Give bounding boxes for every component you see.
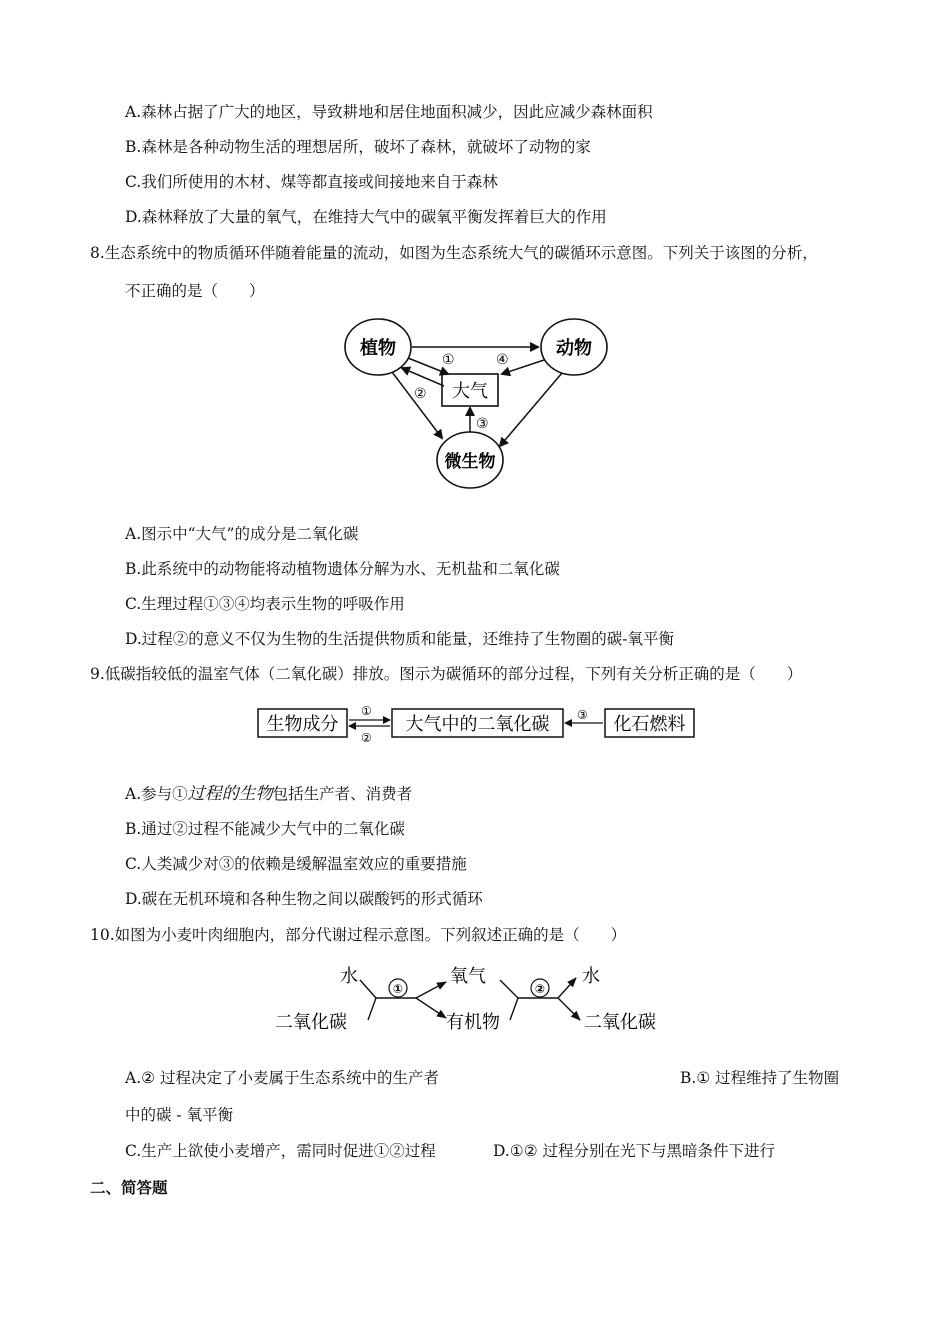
- q10-option-b-cont: 中的碳 - 氧平衡: [125, 1106, 234, 1124]
- box-fossil-fuel-label: 化石燃料: [613, 714, 686, 735]
- q10-organic: 有机物: [446, 1012, 500, 1033]
- q8-stem-cont: 不正确的是（ ）: [125, 282, 265, 300]
- q10-co2-in: 二氧化碳: [275, 1012, 347, 1033]
- q9-option-d: D.碳在无机环境和各种生物之间以碳酸钙的形式循环: [125, 890, 483, 908]
- q9-option-a-post: 包括生产者、消费者: [272, 785, 413, 803]
- q10-mid-line-bottom: [510, 998, 518, 1020]
- q9-option-a-pre: A.参与①: [125, 785, 188, 803]
- plant-node: [345, 319, 411, 375]
- q9-option-b: B.通过②过程不能减少大气中的二氧化碳: [125, 820, 405, 838]
- q7-option-c: C.我们所使用的木材、煤等都直接或间接地来自于森林: [125, 173, 498, 191]
- q8-stem: 8.生态系统中的物质循环伴随着能量的流动，如图为生态系统大气的碳循环示意图。下列关于该图的分析，: [90, 244, 818, 262]
- q10-arrow-organic: [416, 998, 446, 1018]
- q10-metabolism-diagram: [270, 958, 680, 1038]
- q8-mark-2: ②: [414, 386, 427, 402]
- q9-carbon-flow-diagram: [255, 703, 697, 743]
- animal-node: [541, 319, 607, 375]
- q10-arrow-oxygen: [416, 982, 446, 998]
- microbe-node: [437, 432, 503, 488]
- q8-option-b: B.此系统中的动物能将动植物遗体分解为水、无机盐和二氧化碳: [125, 560, 560, 578]
- q10-mid-line-top: [500, 980, 518, 998]
- box-biological-label: 生物成分: [266, 714, 339, 735]
- q10-arrow-water-out: [558, 978, 576, 998]
- q7-option-a: A.森林占据了广大的地区，导致耕地和居住地面积减少，因此应减少森林面积: [125, 103, 653, 121]
- q7-option-b: B.森林是各种动物生活的理想居所，破坏了森林，就破坏了动物的家: [125, 138, 591, 156]
- q10-water-in: 水: [340, 966, 358, 987]
- q8-mark-4: ④: [496, 352, 509, 368]
- q8-option-c: C.生理过程①③④均表示生物的呼吸作用: [125, 595, 405, 613]
- q9-option-a-italic: 过程的生物: [187, 784, 273, 804]
- q10-mark-2: ②: [534, 982, 546, 996]
- q10-option-d: D.①② 过程分别在光下与黑暗条件下进行: [493, 1142, 776, 1160]
- q10-option-a: A.② 过程决定了小麦属于生态系统中的生产者: [125, 1069, 439, 1087]
- atmosphere-node: [442, 374, 498, 406]
- q8-option-d: D.过程②的意义不仅为生物的生活提供物质和能量，还维持了生物圈的碳-氧平衡: [125, 630, 675, 648]
- q9-stem: 9.低碳指较低的温室气体（二氧化碳）排放。图示为碳循环的部分过程，下列有关分析正确的是（ ）: [90, 665, 803, 683]
- q8-option-a: A.图示中“大气”的成分是二氧化碳: [125, 525, 359, 543]
- q9-option-c: C.人类减少对③的依赖是缓解温室效应的重要措施: [125, 855, 467, 873]
- q10-water-out: 水: [582, 966, 600, 987]
- q10-option-c: C.生产上欲使小麦增产，需同时促进①②过程: [125, 1142, 436, 1160]
- q10-mark-1: ①: [392, 982, 404, 996]
- q9-mark-1: ①: [361, 704, 372, 718]
- arrow-animal-to-microbe: [500, 373, 562, 446]
- q10-co2-out: 二氧化碳: [584, 1012, 656, 1033]
- q8-mark-1: ①: [442, 352, 455, 368]
- box-atmosphere-co2-label: 大气中的二氧化碳: [405, 714, 550, 735]
- q7-option-d: D.森林释放了大量的氧气，在维持大气中的碳氧平衡发挥着巨大的作用: [125, 208, 607, 226]
- microbe-label: 微生物: [444, 452, 496, 472]
- plant-label: 植物: [360, 338, 396, 359]
- section-2-title: 二、简答题: [90, 1178, 168, 1197]
- q9-mark-3: ③: [577, 708, 588, 722]
- q10-arrow-co2-out: [558, 998, 580, 1020]
- animal-label: 动物: [556, 338, 592, 359]
- q10-option-b: B.① 过程维持了生物圈: [680, 1069, 840, 1087]
- atmosphere-label: 大气: [452, 381, 488, 402]
- q9-mark-2: ②: [361, 731, 372, 743]
- q9-option-a: [125, 783, 412, 805]
- q10-in-line-bottom: [368, 998, 376, 1020]
- q8-mark-3: ③: [476, 416, 489, 432]
- arrow-atmosphere-to-plant: [402, 368, 444, 386]
- q8-carbon-cycle-diagram: [330, 310, 620, 492]
- q10-oxygen: 氧气: [450, 966, 486, 987]
- q10-in-line-top: [360, 980, 376, 998]
- q10-stem: 10.如图为小麦叶肉细胞内，部分代谢过程示意图。下列叙述正确的是（ ）: [90, 926, 627, 944]
